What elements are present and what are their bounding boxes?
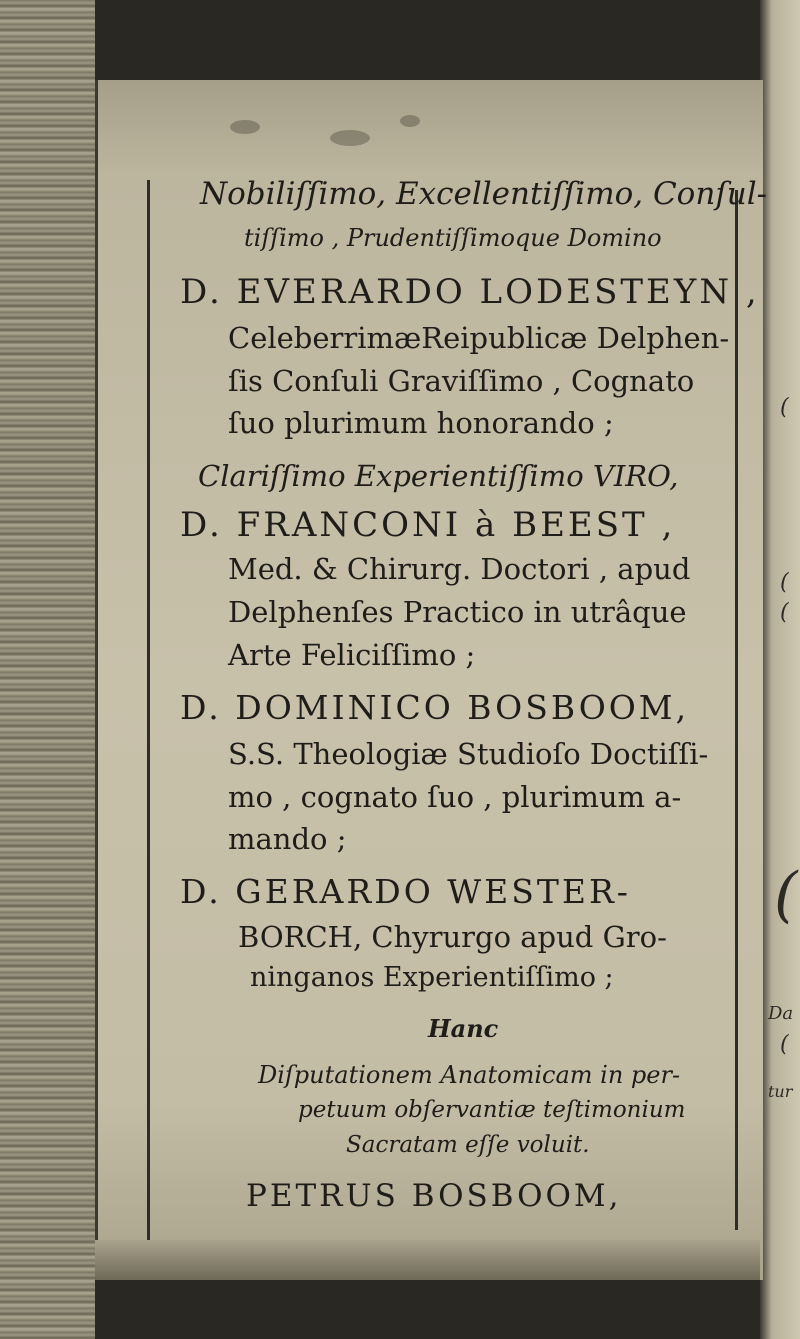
margin-fragment: tur xyxy=(768,1082,793,1101)
margin-fragment: Da xyxy=(768,1003,794,1024)
dedication-line: mo , cognato ſuo , plurimum a- xyxy=(228,780,682,814)
dedication-line: Arte Feliciſſimo ; xyxy=(228,638,476,672)
dedication-line: CeleberrimæReipublicæ Delphen- xyxy=(228,321,730,355)
dedication-line: Delphenſes Practico in utrâque xyxy=(228,595,687,629)
dedication-line: BORCH, Chyrurgo apud Gro- xyxy=(238,920,667,954)
dedication-line: mando ; xyxy=(228,822,347,856)
dedication-line: Diſputationem Anatomicam in per- xyxy=(258,1061,681,1089)
margin-fragment: ( xyxy=(774,860,798,930)
dedication-line: petuum obſervantiæ teſtimonium xyxy=(298,1097,686,1123)
page-bottom-edge xyxy=(95,1240,760,1280)
dedication-line: D. FRANCONI à BEEST , xyxy=(180,505,676,545)
signature-line: PETRUS BOSBOOM, xyxy=(246,1178,622,1214)
dedication-line: tiſſimo , Prudentiſſimoque Domino xyxy=(244,224,662,252)
dedication-line: D. EVERARDO LODESTEYN , xyxy=(180,272,760,312)
margin-fragment: ( xyxy=(780,1032,789,1057)
margin-fragment: ( xyxy=(780,395,789,420)
book-spine xyxy=(0,0,95,1339)
dedication-line: ſis Conſuli Graviſſimo , Cognato xyxy=(228,364,695,398)
ink-smudge xyxy=(230,120,260,134)
dedication-line: ninganos Experientiſſimo ; xyxy=(250,962,614,993)
dedication-line: Med. & Chirurg. Doctori , apud xyxy=(228,552,691,586)
margin-fragment: ( xyxy=(780,570,789,595)
dedication-line: S.S. Theologiæ Studioſo Doctiſſi- xyxy=(228,737,709,771)
dedication-line: Clariſſimo Experientiſſimo VIRO, xyxy=(198,459,679,493)
dedication-line: D. GERARDO WESTER- xyxy=(180,872,631,911)
dedication-line: Hanc xyxy=(428,1014,499,1043)
margin-fragment: ( xyxy=(780,600,789,625)
ink-smudge xyxy=(400,115,420,127)
left-border-rule xyxy=(147,180,150,1240)
dedication-line: D. DOMINICO BOSBOOM, xyxy=(180,688,690,727)
ink-smudge xyxy=(330,130,370,146)
dedication-line: ſuo plurimum honorando ; xyxy=(228,406,614,440)
dedication-line: Nobiliſſimo, Excellentiſſimo, Conſul- xyxy=(200,176,768,212)
dedication-line: Sacratam eſſe voluit. xyxy=(346,1132,590,1158)
right-border-rule xyxy=(735,190,738,1230)
